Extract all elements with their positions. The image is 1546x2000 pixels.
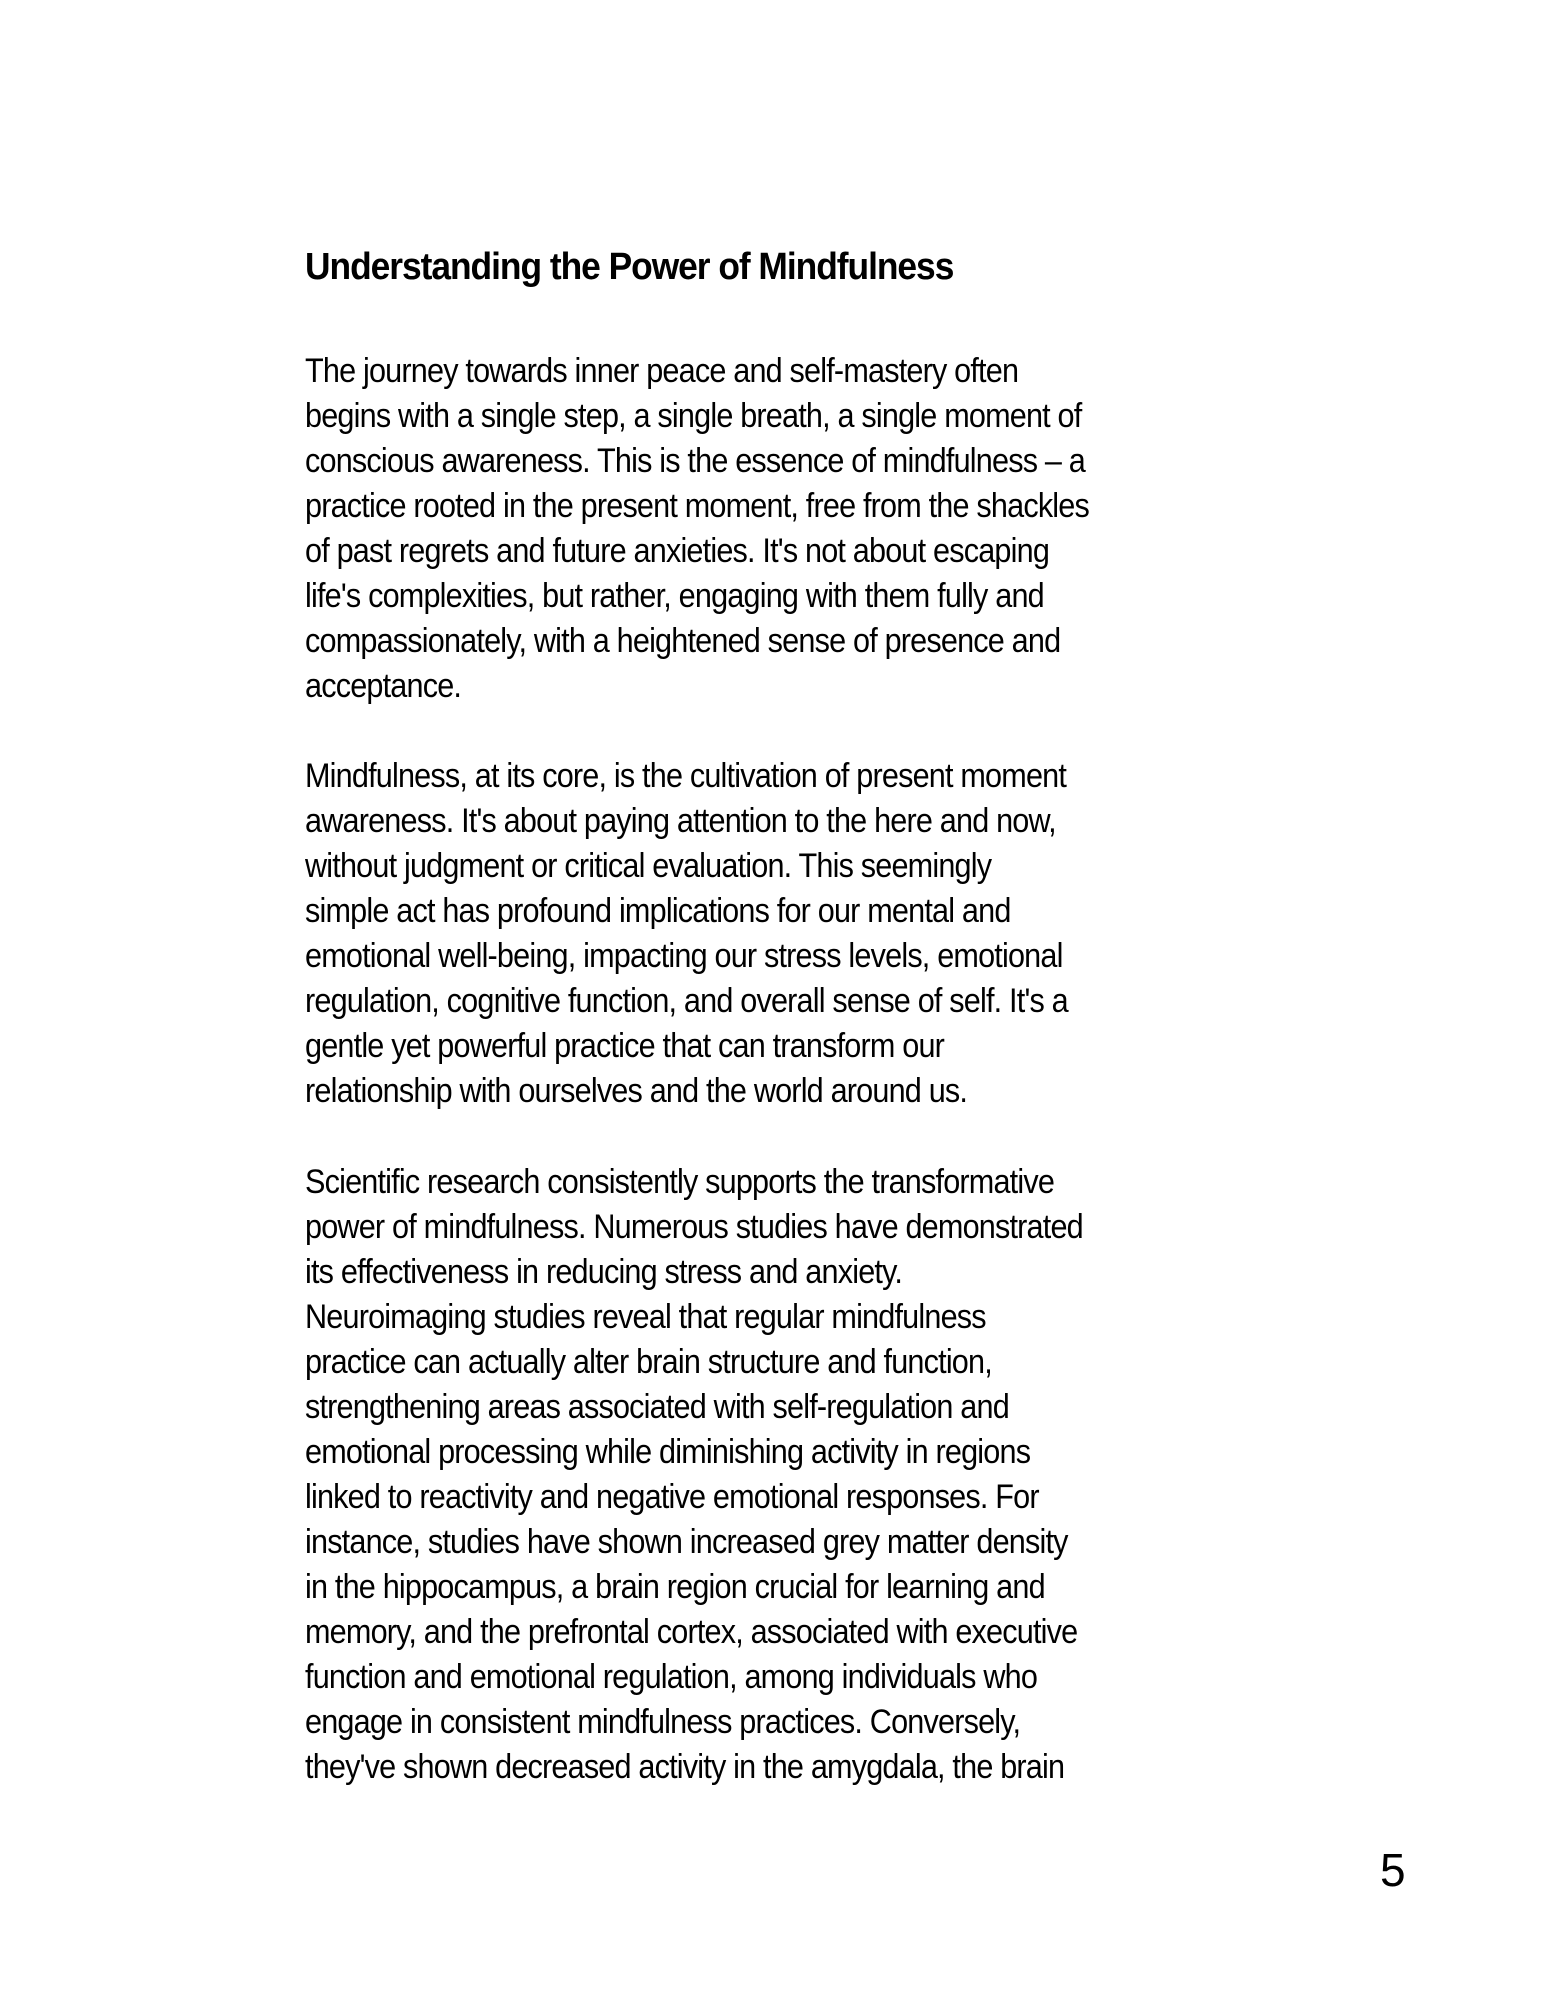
text-line: gentle yet powerful practice that can transform our bbox=[305, 1027, 945, 1065]
text-line: engage in consistent mindfulness practices. Conversely, bbox=[305, 1703, 1021, 1741]
text-line: The journey towards inner peace and self-mastery often bbox=[305, 352, 1019, 390]
text-line: emotional processing while diminishing activity in regions bbox=[305, 1433, 1031, 1471]
paragraph-1 bbox=[305, 349, 1089, 709]
text-line: begins with a single step, a single breath, a single moment of bbox=[305, 397, 1082, 435]
text-line: compassionately, with a heightened sense of presence and bbox=[305, 622, 1061, 660]
text-line: conscious awareness. This is the essence of mindfulness – a bbox=[305, 442, 1085, 480]
text-line: without judgment or critical evaluation. This seemingly bbox=[305, 847, 992, 885]
text-line: linked to reactivity and negative emotional responses. For bbox=[305, 1478, 1039, 1516]
text-line: function and emotional regulation, among individuals who bbox=[305, 1658, 1038, 1696]
page-number: 5 bbox=[1380, 1844, 1406, 1896]
text-line: they've shown decreased activity in the amygdala, the brain bbox=[305, 1748, 1065, 1786]
section-heading: Understanding the Power of Mindfulness bbox=[305, 246, 954, 288]
text-line: life's complexities, but rather, engaging with them fully and bbox=[305, 577, 1044, 615]
text-line: awareness. It's about paying attention to the here and now, bbox=[305, 802, 1056, 840]
paragraph-3 bbox=[305, 1160, 1083, 1790]
text-line: practice can actually alter brain structure and function, bbox=[305, 1343, 992, 1381]
paragraph-2 bbox=[305, 754, 1068, 1114]
text-line: Mindfulness, at its core, is the cultivation of present moment bbox=[305, 757, 1067, 795]
text-line: emotional well-being, impacting our stress levels, emotional bbox=[305, 937, 1063, 975]
text-line: power of mindfulness. Numerous studies have demonstrated bbox=[305, 1208, 1083, 1246]
text-line: in the hippocampus, a brain region crucial for learning and bbox=[305, 1568, 1045, 1606]
text-line: practice rooted in the present moment, free from the shackles bbox=[305, 487, 1089, 525]
text-line: regulation, cognitive function, and overall sense of self. It's a bbox=[305, 982, 1068, 1020]
text-line: Scientific research consistently supports the transformative bbox=[305, 1163, 1055, 1201]
text-line: memory, and the prefrontal cortex, associated with executive bbox=[305, 1613, 1078, 1651]
text-line: Neuroimaging studies reveal that regular mindfulness bbox=[305, 1298, 986, 1336]
text-line: relationship with ourselves and the world around us. bbox=[305, 1072, 968, 1110]
text-line: acceptance. bbox=[305, 667, 462, 705]
text-line: strengthening areas associated with self-regulation and bbox=[305, 1388, 1009, 1426]
text-line: its effectiveness in reducing stress and anxiety. bbox=[305, 1253, 903, 1291]
text-line: instance, studies have shown increased grey matter density bbox=[305, 1523, 1068, 1561]
text-line: of past regrets and future anxieties. It's not about escaping bbox=[305, 532, 1050, 570]
text-line: simple act has profound implications for our mental and bbox=[305, 892, 1011, 930]
